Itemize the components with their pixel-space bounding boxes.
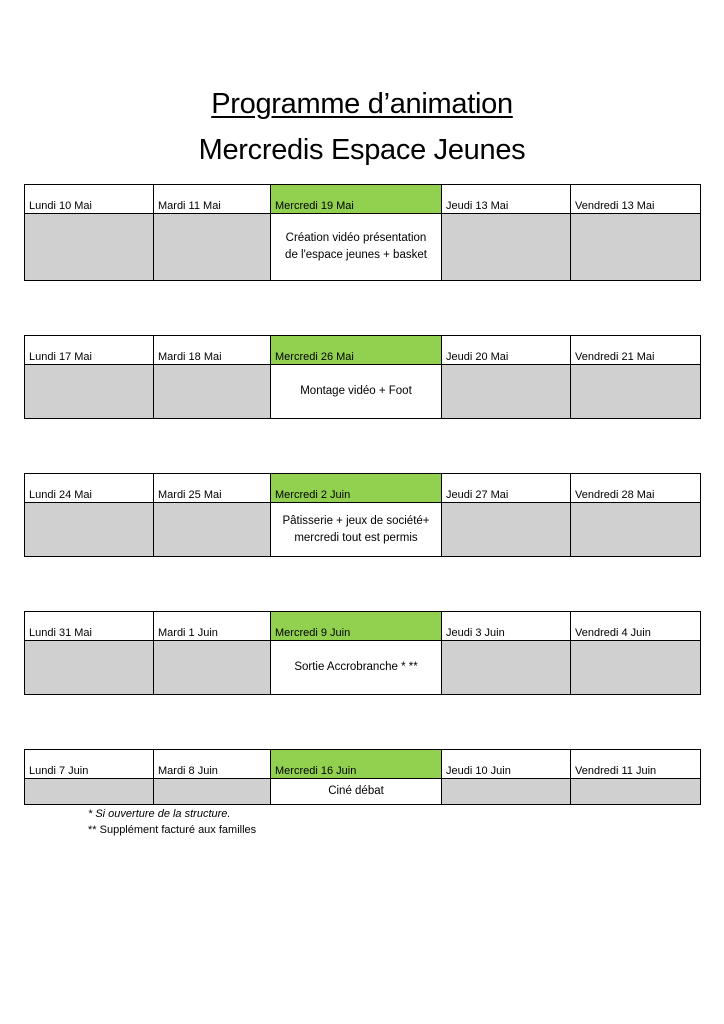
day-header-thursday: Jeudi 10 Juin — [442, 750, 571, 779]
day-header-thursday: Jeudi 20 Mai — [442, 336, 571, 365]
day-cell-friday — [571, 641, 701, 695]
day-cell-friday — [571, 214, 701, 281]
day-cell-monday — [25, 779, 154, 805]
page-subtitle: Mercredis Espace Jeunes — [198, 134, 526, 166]
activity-line: de l'espace jeunes + basket — [285, 249, 427, 261]
activity-line: Pâtisserie + jeux de société+ — [282, 514, 430, 527]
day-header-tuesday: Mardi 25 Mai — [154, 474, 271, 503]
activity-line: Ciné débat — [328, 785, 384, 797]
activity-cell — [271, 641, 442, 695]
day-cell-monday — [25, 214, 154, 281]
day-header-wednesday: Mercredi 26 Mai — [271, 336, 442, 365]
day-cell-tuesday — [154, 365, 271, 419]
day-header-tuesday: Mardi 1 Juin — [154, 612, 271, 641]
day-cell-tuesday — [154, 503, 271, 557]
footnote-opening: * Si ouverture de la structure. — [88, 808, 231, 820]
day-cell-thursday — [442, 641, 571, 695]
day-header-tuesday: Mardi 11 Mai — [154, 185, 271, 214]
day-cell-tuesday — [154, 641, 271, 695]
day-header-monday: Lundi 10 Mai — [25, 185, 154, 214]
week-table — [24, 749, 700, 805]
day-cell-monday — [25, 641, 154, 695]
week-table — [24, 473, 700, 557]
week-table — [24, 611, 700, 695]
day-header-wednesday: Mercredi 16 Juin — [271, 750, 442, 779]
day-header-friday: Vendredi 13 Mai — [571, 185, 701, 214]
day-cell-tuesday — [154, 779, 271, 805]
day-cell-thursday — [442, 503, 571, 557]
day-header-monday: Lundi 7 Juin — [25, 750, 154, 779]
activity-line: Création vidéo présentation — [285, 232, 427, 244]
day-header-monday: Lundi 24 Mai — [25, 474, 154, 503]
footnotes — [88, 806, 256, 838]
activity-cell — [271, 779, 442, 805]
activity-line: mercredi tout est permis — [294, 531, 418, 544]
day-header-friday: Vendredi 4 Juin — [571, 612, 701, 641]
day-header-monday: Lundi 31 Mai — [25, 612, 154, 641]
activity-line: Sortie Accrobranche * ** — [294, 661, 418, 673]
day-header-wednesday: Mercredi 9 Juin — [271, 612, 442, 641]
day-cell-thursday — [442, 365, 571, 419]
day-cell-friday — [571, 779, 701, 805]
activity-line: Montage vidéo + Foot — [300, 385, 412, 397]
day-cell-monday — [25, 365, 154, 419]
day-cell-friday — [571, 365, 701, 419]
footnote-supplement: ** Supplément facturé aux familles — [88, 824, 257, 836]
day-header-thursday: Jeudi 27 Mai — [442, 474, 571, 503]
day-header-friday: Vendredi 28 Mai — [571, 474, 701, 503]
week-table — [24, 335, 700, 419]
day-header-monday: Lundi 17 Mai — [25, 336, 154, 365]
day-header-tuesday: Mardi 8 Juin — [154, 750, 271, 779]
day-cell-monday — [25, 503, 154, 557]
week-table — [24, 184, 700, 281]
day-header-wednesday: Mercredi 2 Juin — [271, 474, 442, 503]
day-cell-thursday — [442, 779, 571, 805]
day-header-thursday: Jeudi 13 Mai — [442, 185, 571, 214]
day-header-thursday: Jeudi 3 Juin — [442, 612, 571, 641]
day-header-friday: Vendredi 11 Juin — [571, 750, 701, 779]
activity-cell — [271, 214, 442, 281]
day-cell-tuesday — [154, 214, 271, 281]
day-cell-friday — [571, 503, 701, 557]
day-cell-thursday — [442, 214, 571, 281]
day-header-wednesday: Mercredi 19 Mai — [271, 185, 442, 214]
activity-cell — [271, 365, 442, 419]
day-header-tuesday: Mardi 18 Mai — [154, 336, 271, 365]
page-title: Programme d’animation — [211, 88, 513, 120]
activity-cell — [271, 503, 442, 557]
day-header-friday: Vendredi 21 Mai — [571, 336, 701, 365]
